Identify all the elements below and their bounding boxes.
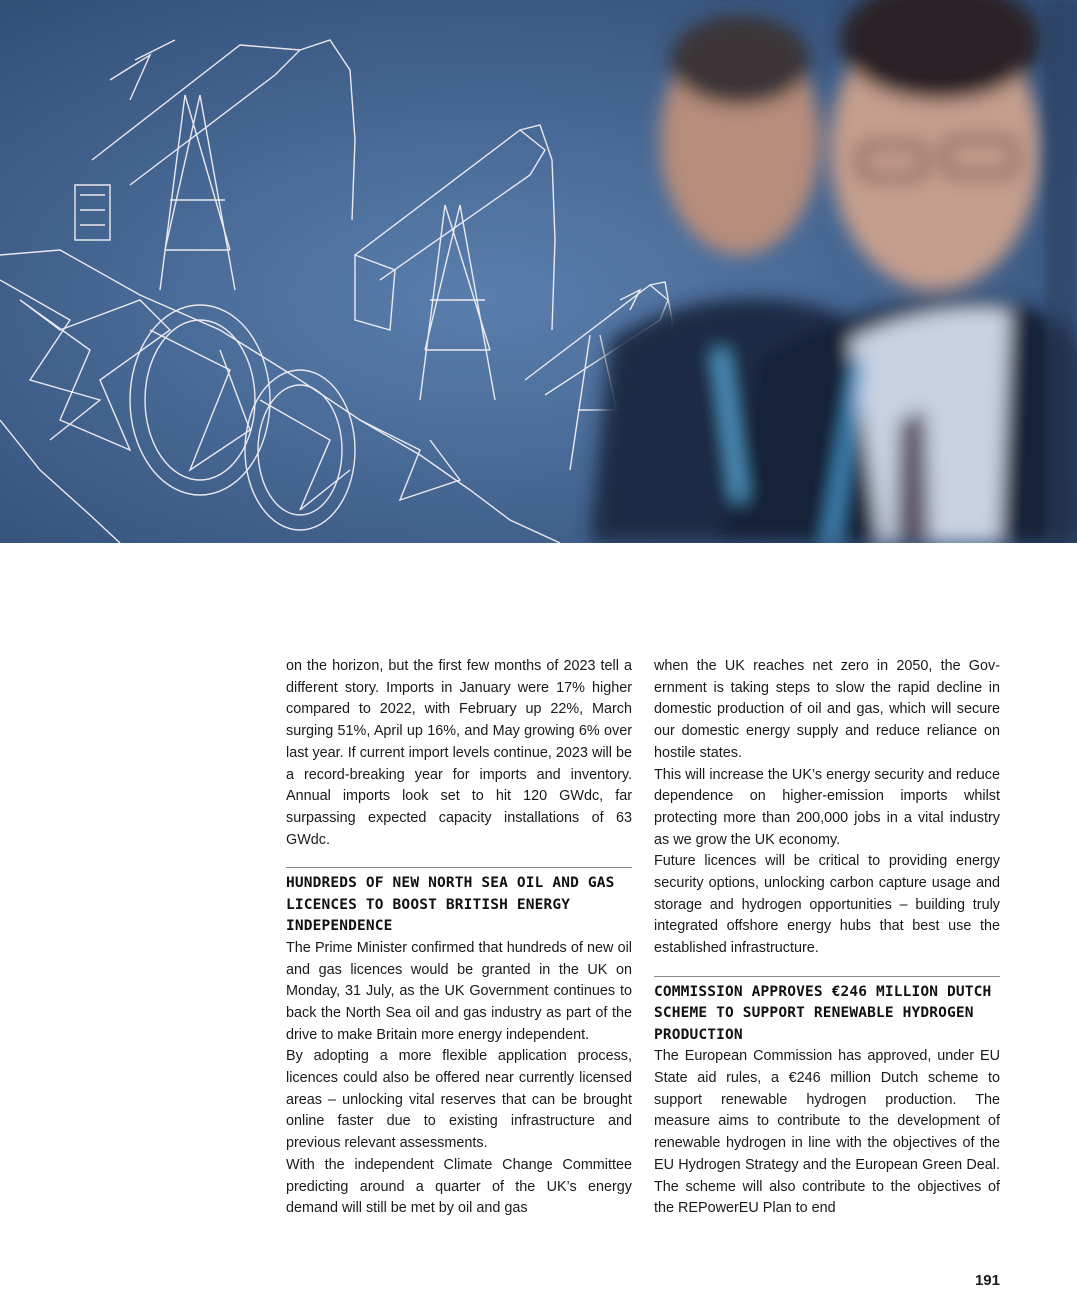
body-paragraph: This will increase the UK’s energy security and reduce dependence on higher-emission imports whilst protecting more than 200,000 jobs in a vital industry as we grow the UK economy. [654,766,1000,848]
body-paragraph: when the UK reaches net zero in 2050, the Government is taking steps to slow the rapid decline in domestic production of oil and gas, which will secure our domestic energy supply and reduce reliance on hostile states. [654,658,1000,761]
section-heading: COMMISSION APPROVES €246 MILLION DUTCH SCHEME TO SUPPORT RENEWABLE HYDROGEN PRODUCTION [654,983,992,1043]
body-paragraph: The European Commission has approved, under EU State aid rules, a €246 million Dutch scheme to support renewable hydrogen production. The measure aims to contribute to the development of renewable hydrogen in line with the objectives of the EU Hydrogen Strategy and the European Green Deal. The scheme will also contribute to the objectives of the REPowerEU Plan to end [654,1048,1000,1217]
right-column [654,656,1000,1220]
intro-paragraph: on the horizon, but the first few months of 2023 tell a different story. Imports in January were 17% higher compared to 2022, with February up 22%, March surging 51%, April up 16%, and May growing 6% over last year. If current import levels continue, 2023 will be a record-breaking year for imports and inventory. Annual imports look set to hit 120 GWdc, far surpassing expected capacity installations of 63 GWdc. [286,658,632,848]
section-north-sea-licences [286,867,632,1220]
body-paragraph: By adopting a more flexible application process, licences could also be offered near currently licensed areas – unlocking vital reserves that can be brought online faster due to existing infrastructure and previous relevant assessments. [286,1048,632,1152]
body-paragraph: Future licences will be critical to providing energy security options, unlocking carbon capture usage and storage and hydrogen opportunities – building truly integrated offshore energy hubs that best use the established infrastructure. [654,853,1000,957]
left-column [286,656,632,1220]
body-paragraph: The Prime Minister confirmed that hundreds of new oil and gas licences would be granted in the UK on Monday, 31 July, as the UK Government continues to back the North Sea oil and gas industry as part of the drive to make Britain more energy independent. [286,939,632,1043]
body-paragraph: With the independent Climate Change Committee predicting around a quarter of the UK’s energy demand will still be met by oil and gas [286,1156,632,1217]
section-dutch-hydrogen-scheme [654,976,1000,1220]
section-heading: HUNDREDS OF NEW NORTH SEA OIL AND GAS LICENCES TO BOOST BRITISH ENERGY INDEPENDENCE [286,875,615,935]
photo-icon [0,0,1077,543]
page-number: 191 [974,1272,1000,1289]
hero-photo [0,0,1077,543]
